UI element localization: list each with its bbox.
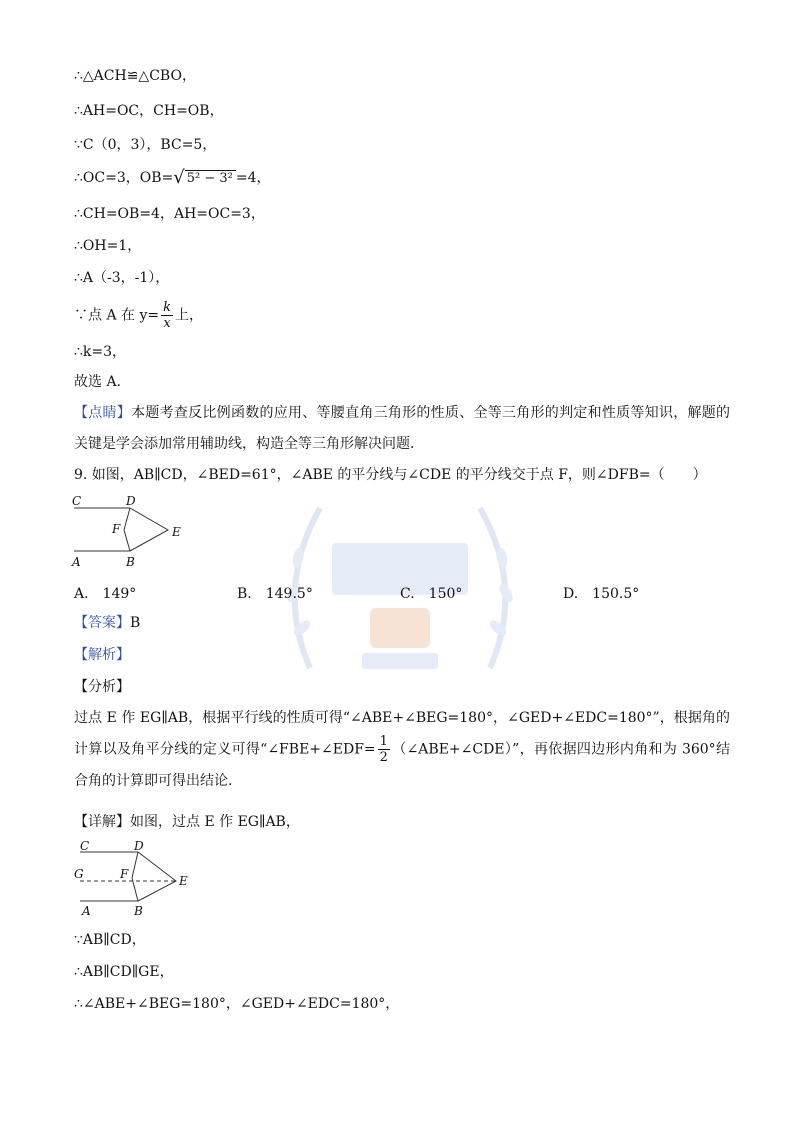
proof-line-5: ∴CH=OB=4，AH=OC=3， — [74, 206, 265, 222]
proof-line-4: ∴OC=3，OB= √ 5² − 3² =4， — [74, 167, 271, 188]
figure-2 — [70, 838, 200, 920]
answer-line — [74, 613, 140, 633]
proof-line-10: 故选 A. — [74, 374, 122, 390]
analysis-heading: 【解析】 — [74, 647, 130, 663]
fig1-label-d: D — [126, 494, 136, 508]
proof-line-2: ∴AH=OC，CH=OB， — [74, 103, 224, 119]
fig1-label-a: A — [72, 555, 81, 569]
tail-line-2: ∴AB∥CD∥GE， — [74, 964, 174, 980]
fig2-label-d: D — [134, 839, 144, 853]
fraction-k-over-x: $\frac{k}{x}$ — [163, 300, 171, 331]
fenxi-paragraph: 过点 E 作 EG∥AB，根据平行线的性质可得“∠ABE+∠BEG=180°，∠GED+∠EDC=180°”，根据角的计算以及角平分线的定义可得“∠FBE+∠EDF= $\frac{1}{2}$ （∠ABE+∠CDE）”，再依据四边形内角和为 360°结合角的计算即可得出结论. — [74, 710, 730, 789]
tail-line-1: ∵AB∥CD， — [74, 932, 146, 948]
option-c: C. 150° — [400, 586, 463, 602]
detail-line — [74, 812, 300, 832]
fig1-label-e: E — [172, 525, 181, 539]
proof-line-6: ∴OH=1， — [74, 238, 142, 254]
option-a: A. 149° — [74, 586, 137, 602]
comment-tag: 【点睛】 — [74, 405, 132, 421]
proof-line-8: ∵点 A 在 y= $\frac{k}{x}$ 上， — [74, 300, 203, 331]
fig2-label-e: E — [179, 874, 188, 888]
fenxi-heading: 【分析】 — [74, 679, 130, 695]
proof-line-3: ∵C（0，3），BC=5， — [74, 137, 217, 153]
option-b: B. 149.5° — [237, 586, 313, 602]
watermark-logo — [270, 468, 530, 698]
proof-line-1: ∴△ACH≌△CBO， — [74, 68, 196, 84]
fig2-label-g: G — [74, 867, 84, 881]
answer-value: B — [130, 615, 141, 631]
comment-paragraph — [74, 398, 730, 460]
proof-line-7: ∴A（-3，-1）， — [74, 270, 170, 286]
fig2-label-f: F — [120, 867, 129, 881]
sqrt-expression: √ 5² − 3² — [173, 169, 236, 187]
fig1-label-b: B — [126, 555, 135, 569]
comment-text: 本题考查反比例函数的应用、等腰直角三角形的性质、全等三角形的判定和性质等知识，解题的关键是学会添加常用辅助线，构造全等三角形解决问题. — [74, 405, 731, 452]
detail-tag: 【详解】 — [74, 814, 130, 830]
tail-line-3: ∴∠ABE+∠BEG=180°，∠GED+∠EDC=180°， — [74, 996, 400, 1012]
fig2-label-c: C — [80, 839, 90, 853]
fig2-label-a: A — [82, 904, 91, 918]
answer-tag: 【答案】 — [74, 615, 130, 631]
detail-text: 如图，过点 E 作 EG∥AB， — [130, 814, 300, 830]
fig1-label-f: F — [112, 522, 121, 536]
option-d: D. 150.5° — [563, 586, 640, 602]
fraction-one-half: $\frac{1}{2}$ — [379, 734, 388, 765]
question-stem: 9. 如图，AB∥CD，∠BED=61°，∠ABE 的平分线与∠CDE 的平分线交于点 F，则∠DFB=（ ） — [74, 467, 707, 483]
figure-1 — [68, 494, 198, 572]
proof-line-9: ∴k=3， — [74, 344, 127, 360]
fig1-label-c: C — [72, 494, 82, 508]
fig2-label-b: B — [134, 904, 143, 918]
